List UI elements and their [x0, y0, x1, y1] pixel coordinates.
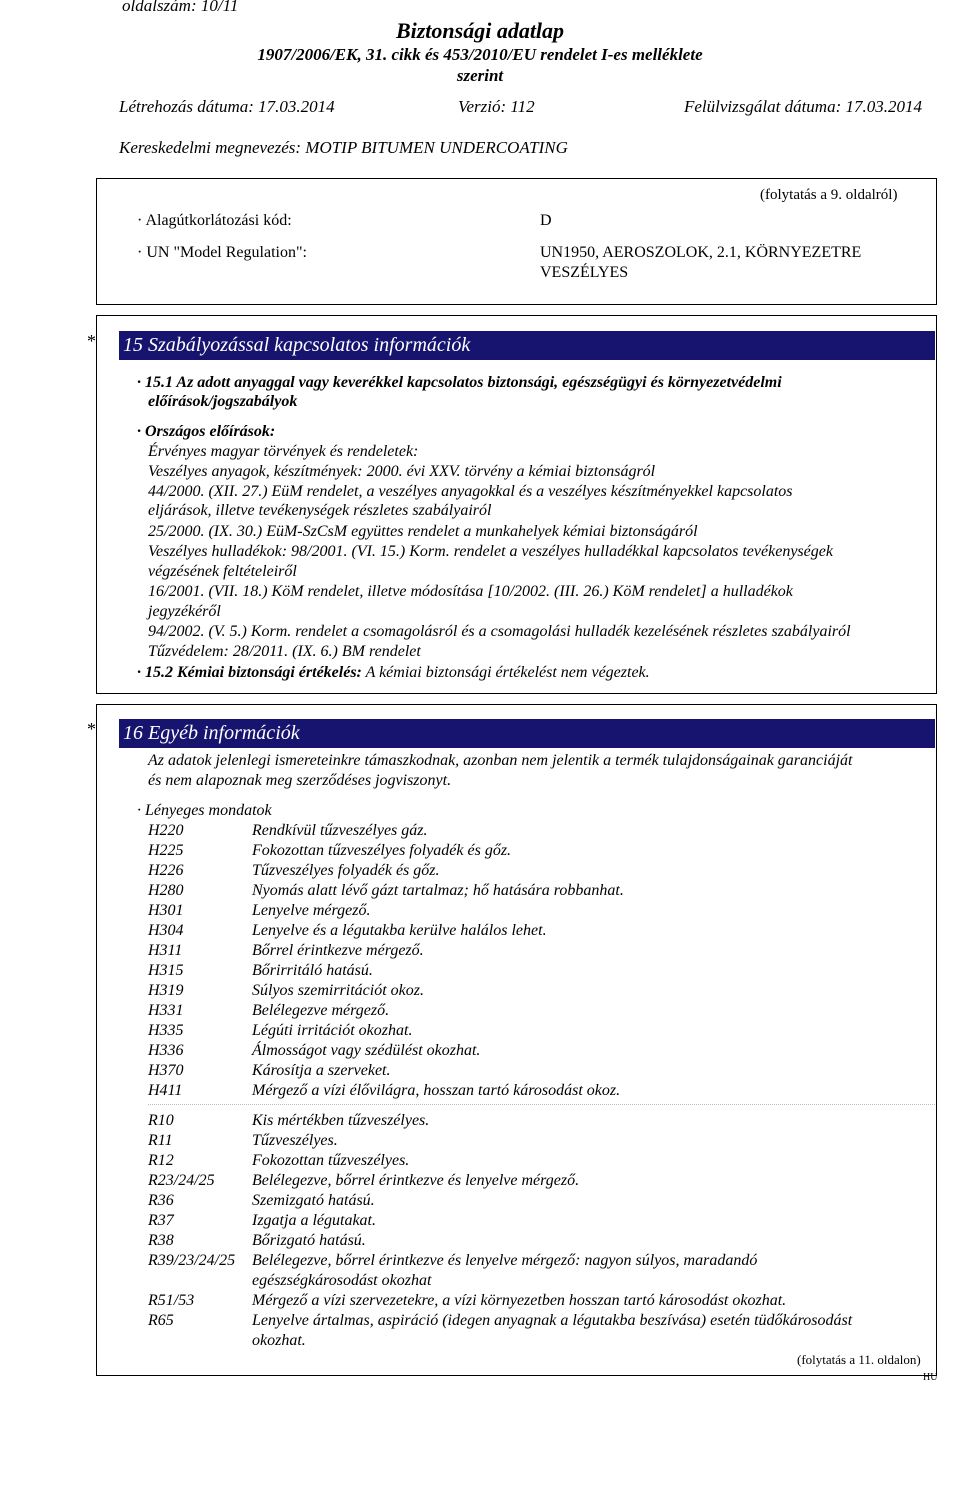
h-code: H280 — [148, 882, 184, 899]
regulation-line: 44/2000. (XII. 27.) EüM rendelet, a veszélyes anyagokkal és a veszélyes készítményekkel kapcsolatos — [148, 483, 793, 500]
regulation-line: végzésének feltételeiről — [148, 563, 297, 580]
h-text: Légúti irritációt okozhat. — [252, 1022, 413, 1039]
r-text: Mérgező a vízi szervezetekre, a vízi környezetben hosszan tartó károsodást okozhat. — [252, 1292, 787, 1309]
h-code: H370 — [148, 1062, 184, 1079]
h-code: H315 — [148, 962, 184, 979]
h-code: H304 — [148, 922, 184, 939]
r-text: egészségkárosodást okozhat — [252, 1272, 432, 1289]
h-code: H225 — [148, 842, 184, 859]
regulation-line: Veszélyes hulladékok: 98/2001. (VI. 15.) Korm. rendelet a veszélyes hulladékkal kapcsolatos tevékenységek — [148, 543, 833, 560]
regulation-line: Tűzvédelem: 28/2011. (IX. 6.) BM rendelet — [148, 643, 421, 660]
regulation-line: eljárások, illetve tevékenységek részletes szabályairól — [148, 502, 492, 519]
r-code: R36 — [148, 1192, 174, 1209]
document-subtitle: 1907/2006/EK, 31. cikk és 453/2010/EU rendelet I-es melléklete — [257, 45, 703, 64]
h-text: Belélegezve mérgező. — [252, 1002, 390, 1019]
un-model-label: · UN "Model Regulation": — [137, 244, 307, 261]
tunnel-code-label: · Alagútkorlátozási kód: — [137, 212, 292, 229]
h-text: Bőrrel érintkezve mérgező. — [252, 942, 424, 959]
h-code: H411 — [148, 1082, 183, 1099]
un-model-value-2: VESZÉLYES — [540, 264, 629, 281]
r-code: R51/53 — [148, 1292, 195, 1309]
h-text: Mérgező a vízi élővilágra, hosszan tartó károsodást okoz. — [252, 1082, 621, 1099]
r-code: R65 — [148, 1312, 174, 1329]
r-code: R39/23/24/25 — [148, 1252, 236, 1269]
h-text: Tűzveszélyes folyadék és gőz. — [252, 862, 440, 879]
h-text: Rendkívül tűzveszélyes gáz. — [252, 822, 428, 839]
created-date: Létrehozás dátuma: 17.03.2014 — [119, 97, 335, 116]
h-text: Bőrirritáló hatású. — [252, 962, 373, 979]
h-code: H220 — [148, 822, 184, 839]
version: Verzió: 112 — [458, 97, 535, 116]
s151-line-2: előírások/jogszabályok — [148, 393, 298, 410]
h-text: Károsítja a szerveket. — [252, 1062, 391, 1079]
page-number: oldalszám: 10/11 — [122, 0, 239, 15]
h-code: H226 — [148, 862, 184, 879]
r-text: okozhat. — [252, 1332, 306, 1349]
regulation-line: 25/2000. (IX. 30.) EüM-SzCsM együttes rendelet a munkahelyek kémiai biztonságáról — [148, 523, 698, 540]
regulation-line: Veszélyes anyagok, készítmények: 2000. évi XXV. törvény a kémiai biztonságról — [148, 463, 656, 480]
s152-line — [137, 664, 650, 682]
r-text: Bőrizgató hatású. — [252, 1232, 366, 1249]
document-title: Biztonsági adatlap — [395, 18, 565, 43]
r-code: R37 — [148, 1212, 174, 1229]
h-text: Álmosságot vagy szédülést okozhat. — [252, 1042, 481, 1059]
section-15-heading: 15 Szabályozással kapcsolatos információk — [119, 331, 935, 360]
h-code: H335 — [148, 1022, 184, 1039]
h-code: H336 — [148, 1042, 184, 1059]
regulation-line: Érvényes magyar törvények és rendeletek: — [148, 443, 419, 460]
h-text: Lenyelve mérgező. — [252, 902, 371, 919]
r-code: R38 — [148, 1232, 174, 1249]
r-text: Fokozottan tűzveszélyes. — [252, 1152, 410, 1169]
regulation-line: jegyzékéről — [148, 603, 221, 620]
r-code: R10 — [148, 1112, 174, 1129]
un-model-value-1: UN1950, AEROSZOLOK, 2.1, KÖRNYEZETRE — [540, 244, 862, 261]
h-code: H301 — [148, 902, 184, 919]
tunnel-code-value: D — [540, 212, 552, 229]
h-text: Lenyelve és a légutakba kerülve halálos lehet. — [252, 922, 547, 939]
r-text: Belélegezve, bőrrel érintkezve és lenyelve mérgező. — [252, 1172, 580, 1189]
r-text: Szemizgató hatású. — [252, 1192, 375, 1209]
r-code: R11 — [148, 1132, 173, 1149]
r-text: Tűzveszélyes. — [252, 1132, 338, 1149]
h-code: H331 — [148, 1002, 184, 1019]
r-text: Izgatja a légutakat. — [252, 1212, 376, 1229]
revised-date: Felülvizsgálat dátuma: 17.03.2014 — [684, 97, 922, 116]
r-text: Lenyelve ártalmas, aspiráció (idegen anyagnak a légutakba beszívása) esetén tüdőkárosodást — [252, 1312, 853, 1329]
h-code: H319 — [148, 982, 184, 999]
disclaimer-line-2: és nem alapoznak meg szerződéses jogviszonyt. — [148, 772, 452, 789]
h-text: Fokozottan tűzveszélyes folyadék és gőz. — [252, 842, 512, 859]
s152-label: · 15.2 Kémiai biztonsági értékelés: — [137, 664, 362, 681]
document-subtitle-2: szerint — [456, 66, 504, 85]
section-16-heading: 16 Egyéb információk — [119, 719, 935, 748]
r-code: R23/24/25 — [148, 1172, 215, 1189]
r-text: Kis mértékben tűzveszélyes. — [252, 1112, 430, 1129]
section-16-changed-marker: * — [87, 719, 96, 739]
continued-to: (folytatás a 11. oldalon) — [797, 1352, 921, 1367]
regulation-line: 16/2001. (VII. 18.) KöM rendelet, illetve módosítása [10/2002. (III. 26.) KöM rendelet] a hulladékok — [148, 583, 793, 600]
relevant-phrases-label: · Lényeges mondatok — [137, 802, 272, 819]
national-regulations-label: · Országos előírások: — [137, 423, 276, 440]
dotted-separator — [148, 1104, 935, 1105]
s151-line-1: · 15.1 Az adott anyaggal vagy keverékkel kapcsolatos biztonsági, egészségügyi és környezetvédelmi — [137, 374, 782, 391]
regulation-line: 94/2002. (V. 5.) Korm. rendelet a csomagolásról és a csomagolási hulladék kezelésének részletes szabályairól — [148, 623, 851, 640]
continued-from: (folytatás a 9. oldalról) — [760, 187, 898, 203]
r-code: R12 — [148, 1152, 174, 1169]
r-text: Belélegezve, bőrrel érintkezve és lenyelve mérgező: nagyon súlyos, maradandó — [252, 1252, 758, 1269]
h-code: H311 — [148, 942, 183, 959]
h-text: Nyomás alatt lévő gázt tartalmaz; hő hatására robbanhat. — [252, 882, 624, 899]
h-text: Súlyos szemirritációt okoz. — [252, 982, 424, 999]
s152-text: A kémiai biztonsági értékelést nem végeztek. — [361, 664, 650, 681]
language-code: HU — [923, 1372, 938, 1383]
trade-name: Kereskedelmi megnevezés: MOTIP BITUMEN UNDERCOATING — [119, 138, 568, 157]
section-15-changed-marker: * — [87, 331, 96, 351]
disclaimer-line-1: Az adatok jelenlegi ismereteinkre támaszkodnak, azonban nem jelentik a termék tulajdonságainak garanciáját — [148, 752, 853, 769]
